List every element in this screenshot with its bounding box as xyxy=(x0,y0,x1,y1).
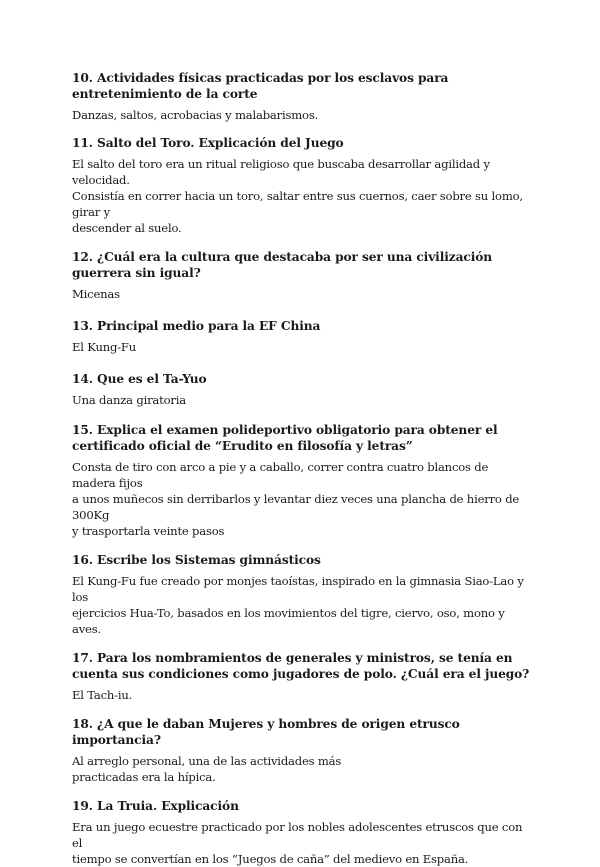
answer-line: El Kung-Fu fue creado por monjes taoístas, inspirado en la gimnasia Siao-Lao y los xyxy=(72,574,524,604)
answer-line: Al arreglo personal, una de las actividades más xyxy=(72,754,342,768)
item-14 xyxy=(72,371,532,408)
item-18 xyxy=(72,716,532,785)
question-heading: 12. ¿Cuál era la cultura que destacaba por ser una civilización guerrera sin igual? xyxy=(72,250,493,280)
question-heading: 14. Que es el Ta-Yuo xyxy=(72,372,207,386)
answer-line: Danzas, saltos, acrobacias y malabarismos. xyxy=(72,108,319,122)
answer-line: descender al suelo. xyxy=(72,221,182,235)
item-13 xyxy=(72,318,532,355)
question-heading: 16. Escribe los Sistemas gimnásticos xyxy=(72,553,321,567)
answer-text xyxy=(72,339,532,355)
answer-line: y trasportarla veinte pasos xyxy=(72,524,225,538)
answer-line: El Kung-Fu xyxy=(72,340,137,354)
answer-text xyxy=(72,286,532,302)
item-12 xyxy=(72,249,532,302)
item-15 xyxy=(72,422,532,539)
answer-text xyxy=(72,392,532,408)
answer-line: tiempo se convertían en los “Juegos de caña” del medievo en España. xyxy=(72,852,469,866)
answer-text xyxy=(72,459,532,539)
item-17 xyxy=(72,650,532,703)
question-heading: 10. Actividades físicas practicadas por los esclavos para entretenimiento de la corte xyxy=(72,71,449,101)
question-heading: 11. Salto del Toro. Explicación del Juego xyxy=(72,136,344,150)
answer-line: Micenas xyxy=(72,287,120,301)
answer-text xyxy=(72,573,532,637)
answer-text xyxy=(72,753,532,785)
answer-line: a unos muñecos sin derribarlos y levantar diez veces una plancha de hierro de 300Kg xyxy=(72,492,520,522)
item-19 xyxy=(72,798,532,867)
item-10 xyxy=(72,70,532,123)
question-heading: 17. Para los nombramientos de generales y ministros, se tenía en cuenta sus condiciones como jugadores de polo. ¿Cuál era el juego? xyxy=(72,651,530,681)
answer-line: Una danza giratoria xyxy=(72,393,186,407)
answer-line: El Tach-iu. xyxy=(72,688,133,702)
answer-text xyxy=(72,107,532,123)
answer-text xyxy=(72,687,532,703)
item-16 xyxy=(72,552,532,637)
answer-line: Era un juego ecuestre practicado por los nobles adolescentes etruscos que con el xyxy=(72,820,523,850)
question-heading: 19. La Truia. Explicación xyxy=(72,799,239,813)
document-page xyxy=(72,70,532,867)
answer-line: Consta de tiro con arco a pie y a caballo, correr contra cuatro blancos de madera fijos xyxy=(72,460,489,490)
answer-text xyxy=(72,819,532,867)
answer-text xyxy=(72,156,532,236)
answer-line: ejercicios Hua-To, basados en los movimientos del tigre, ciervo, oso, mono y aves. xyxy=(72,606,505,636)
answer-line: Consistía en correr hacia un toro, saltar entre sus cuernos, caer sobre su lomo, girar y xyxy=(72,189,523,219)
item-11 xyxy=(72,135,532,236)
answer-line: El salto del toro era un ritual religioso que buscaba desarrollar agilidad y velocidad. xyxy=(72,157,490,187)
question-heading: 15. Explica el examen polideportivo obligatorio para obtener el certificado oficial de “Erudito en filosofía y letras” xyxy=(72,423,498,453)
answer-line: practicadas era la hípica. xyxy=(72,770,216,784)
question-heading: 13. Principal medio para la EF China xyxy=(72,319,321,333)
question-heading: 18. ¿A que le daban Mujeres y hombres de origen etrusco importancia? xyxy=(72,717,460,747)
